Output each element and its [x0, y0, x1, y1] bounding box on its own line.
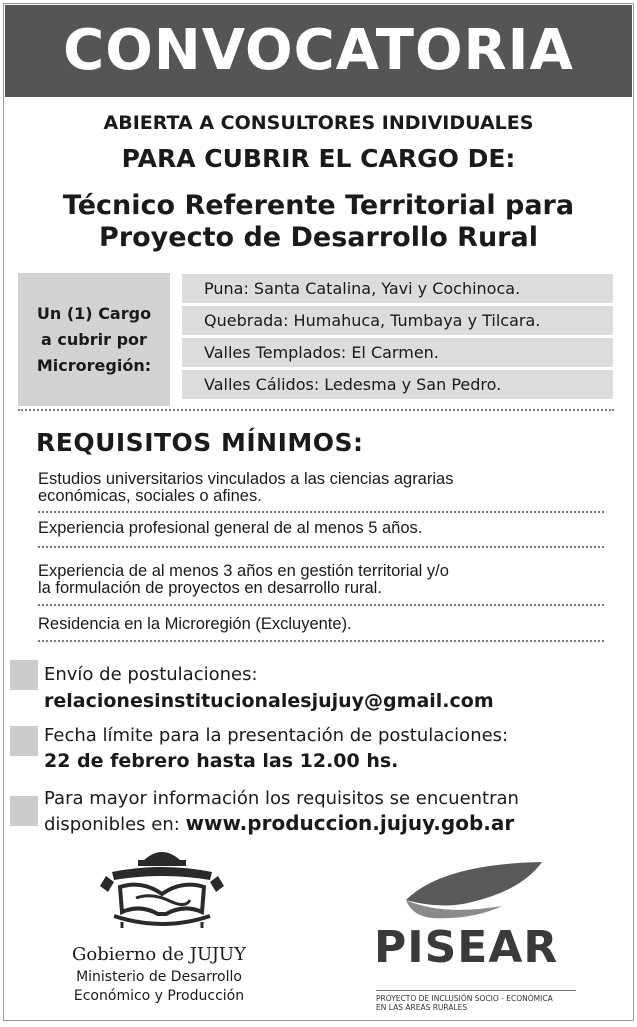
- position-title-line-1: Técnico Referente Territorial para: [62, 190, 575, 221]
- handshake-emblem-icon: [92, 842, 232, 937]
- region-item: Valles Cálidos: Ledesma y San Pedro.: [182, 370, 613, 399]
- cargo-label-box: [18, 273, 170, 406]
- position-title: [4, 190, 633, 254]
- deadline-value: 22 de febrero hasta las 12.00 hs.: [44, 750, 399, 772]
- divider: [38, 640, 604, 642]
- bullet-square-icon: [10, 660, 38, 690]
- cargo-label-line: a cubrir por: [41, 329, 147, 349]
- requirement-line: Experiencia de al menos 3 años en gestión territorial y/o: [38, 562, 449, 580]
- requirement-item: [38, 563, 608, 597]
- program-subtitle-line: EN LAS ÁREAS RURALES: [376, 1003, 468, 1012]
- region-list: [182, 274, 613, 402]
- more-info-line: Para mayor información los requisitos se encuentran: [44, 788, 519, 809]
- ministry-line: Ministerio de Desarrollo: [76, 969, 242, 985]
- divider: [18, 409, 614, 411]
- cargo-label-line: Microregión:: [36, 355, 152, 375]
- requirement-item: [38, 616, 608, 633]
- heading-open-to: ABIERTA A CONSULTORES INDIVIDUALES: [103, 112, 534, 134]
- requirement-item: [38, 471, 608, 505]
- more-info-prefix: disponibles en:: [44, 814, 186, 835]
- requirement-item: [38, 520, 608, 537]
- divider: [38, 546, 604, 548]
- requirement-line: económicas, sociales o afines.: [38, 487, 262, 505]
- program-subtitle-line: PROYECTO DE INCLUSIÓN SOCIO - ECONÓMICA: [376, 994, 553, 1003]
- program-divider: [376, 990, 576, 991]
- more-info-line: [44, 812, 634, 836]
- government-name: Gobierno de JUJUY: [72, 944, 246, 965]
- region-item: Quebrada: Humahuca, Tumbaya y Tilcara.: [182, 306, 613, 335]
- divider: [38, 511, 604, 513]
- deadline-label: Fecha límite para la presentación de postulaciones:: [44, 725, 509, 746]
- position-title-line-2: Proyecto de Desarrollo Rural: [99, 222, 538, 253]
- program-name: PISEAR: [374, 922, 559, 973]
- divider: [38, 604, 604, 606]
- bullet-square-icon: [10, 796, 38, 826]
- region-item: Valles Templados: El Carmen.: [182, 338, 613, 367]
- program-subtitle: [376, 994, 553, 1012]
- cargo-label-line: Un (1) Cargo: [36, 303, 152, 323]
- heading-position-intro: PARA CUBRIR EL CARGO DE:: [121, 144, 516, 173]
- banner-title: CONVOCATORIA: [5, 5, 632, 97]
- requirements-title: REQUISITOS MÍNIMOS:: [36, 428, 364, 457]
- submission-label: Envío de postulaciones:: [44, 664, 258, 685]
- requirement-line: Residencia en la Microregión (Excluyente).: [38, 615, 352, 633]
- ministry-line: Económico y Producción: [73, 988, 245, 1004]
- region-item: Puna: Santa Catalina, Yavi y Cochinoca.: [182, 274, 613, 303]
- pisear-swoosh-icon: [402, 860, 552, 922]
- more-info-url: www.produccion.jujuy.gob.ar: [185, 811, 515, 835]
- requirement-line: Experiencia profesional general de al menos 5 años.: [38, 519, 423, 537]
- announcement-page: [3, 3, 634, 1021]
- submission-email: relacionesinstitucionalesjujuy@gmail.com: [44, 690, 494, 712]
- bullet-square-icon: [10, 726, 38, 756]
- requirement-line: la formulación de proyectos en desarrollo rural.: [38, 579, 382, 597]
- requirement-line: Estudios universitarios vinculados a las ciencias agrarias: [38, 470, 454, 488]
